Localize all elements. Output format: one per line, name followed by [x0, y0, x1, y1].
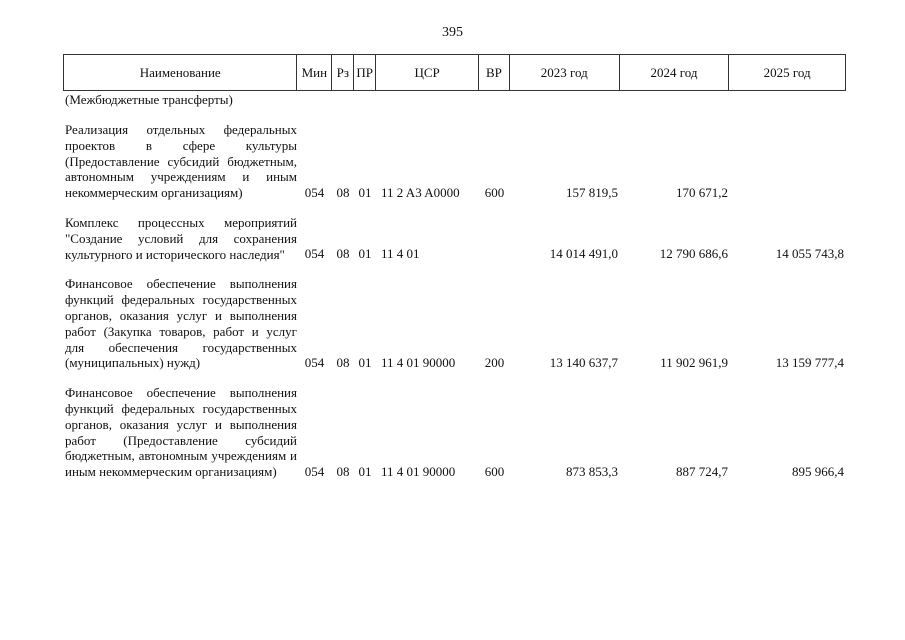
table-row — [63, 385, 846, 480]
row-name: Финансовое обеспечение выполнения функций федеральных государственных органов, оказания услуг и выполнения работ (Закупка товаров, работ и услуг для обеспечения государственных (муниципальных) нужд) — [65, 276, 297, 371]
page-number: 395 — [442, 25, 463, 40]
header-2025: 2025 год — [763, 64, 811, 80]
row-vr: 600 — [484, 463, 505, 479]
row-name: Комплекс процессных мероприятий "Создание условий для сохранения культурного и исторического наследия" — [65, 214, 297, 262]
row-rz: 08 — [336, 184, 350, 200]
row-csr: 11 4 01 90000 — [381, 463, 456, 479]
header-min: Мин — [297, 55, 332, 90]
row-2024: 12 790 686,6 — [659, 246, 728, 262]
row-2025: 895 966,4 — [792, 463, 844, 479]
header-2023: 2023 год — [510, 55, 620, 90]
header-rz: Рз — [332, 55, 354, 90]
row-csr: 11 4 01 90000 — [381, 355, 456, 371]
table-row — [63, 276, 846, 371]
header-name: Наименование — [64, 55, 297, 90]
row-2024: 11 902 961,9 — [660, 355, 728, 371]
row-2024: 887 724,7 — [676, 463, 728, 479]
row-rz: 08 — [336, 355, 350, 371]
row-2023: 13 140 637,7 — [549, 355, 618, 371]
table-row — [63, 122, 846, 201]
row-pr: 01 — [358, 355, 372, 371]
continuation-text: (Межбюджетные трансферты) — [65, 92, 233, 107]
row-name: Финансовое обеспечение выполнения функций федеральных государственных органов, оказания услуг и выполнения работ (Предоставление субсидий бюджетным, автономным учреждениям и иным некоммерческим организациям) — [65, 385, 297, 480]
row-2023: 157 819,5 — [566, 184, 618, 200]
header-pr: ПР — [354, 55, 376, 90]
row-csr: 11 4 01 — [381, 246, 420, 262]
row-pr: 01 — [358, 463, 372, 479]
row-name: Реализация отдельных федеральных проектов в сфере культуры (Предоставление субсидий бюджетным, автономным учреждениям и иным некоммерческим организациям) — [65, 122, 297, 201]
row-min: 054 — [304, 355, 325, 371]
row-2025: 13 159 777,4 — [775, 355, 844, 371]
table-row — [63, 215, 846, 262]
row-vr: 200 — [484, 355, 505, 371]
row-csr: 11 2 A3 A0000 — [381, 184, 460, 200]
row-pr: 01 — [358, 246, 372, 262]
header-2024: 2024 год — [620, 55, 730, 90]
row-pr: 01 — [358, 184, 372, 200]
table-body — [63, 92, 846, 480]
row-rz: 08 — [336, 463, 350, 479]
header-csr: ЦСР — [376, 55, 479, 90]
table-header — [63, 54, 846, 91]
row-2023: 14 014 491,0 — [549, 246, 618, 262]
row-vr: 600 — [484, 184, 505, 200]
row-min: 054 — [304, 184, 325, 200]
row-min: 054 — [304, 463, 325, 479]
row-2023: 873 853,3 — [566, 463, 618, 479]
header-vr: ВР — [479, 55, 510, 90]
row-2025: 14 055 743,8 — [775, 246, 844, 262]
row-rz: 08 — [336, 246, 350, 262]
row-min: 054 — [304, 246, 325, 262]
row-2024: 170 671,2 — [676, 184, 728, 200]
